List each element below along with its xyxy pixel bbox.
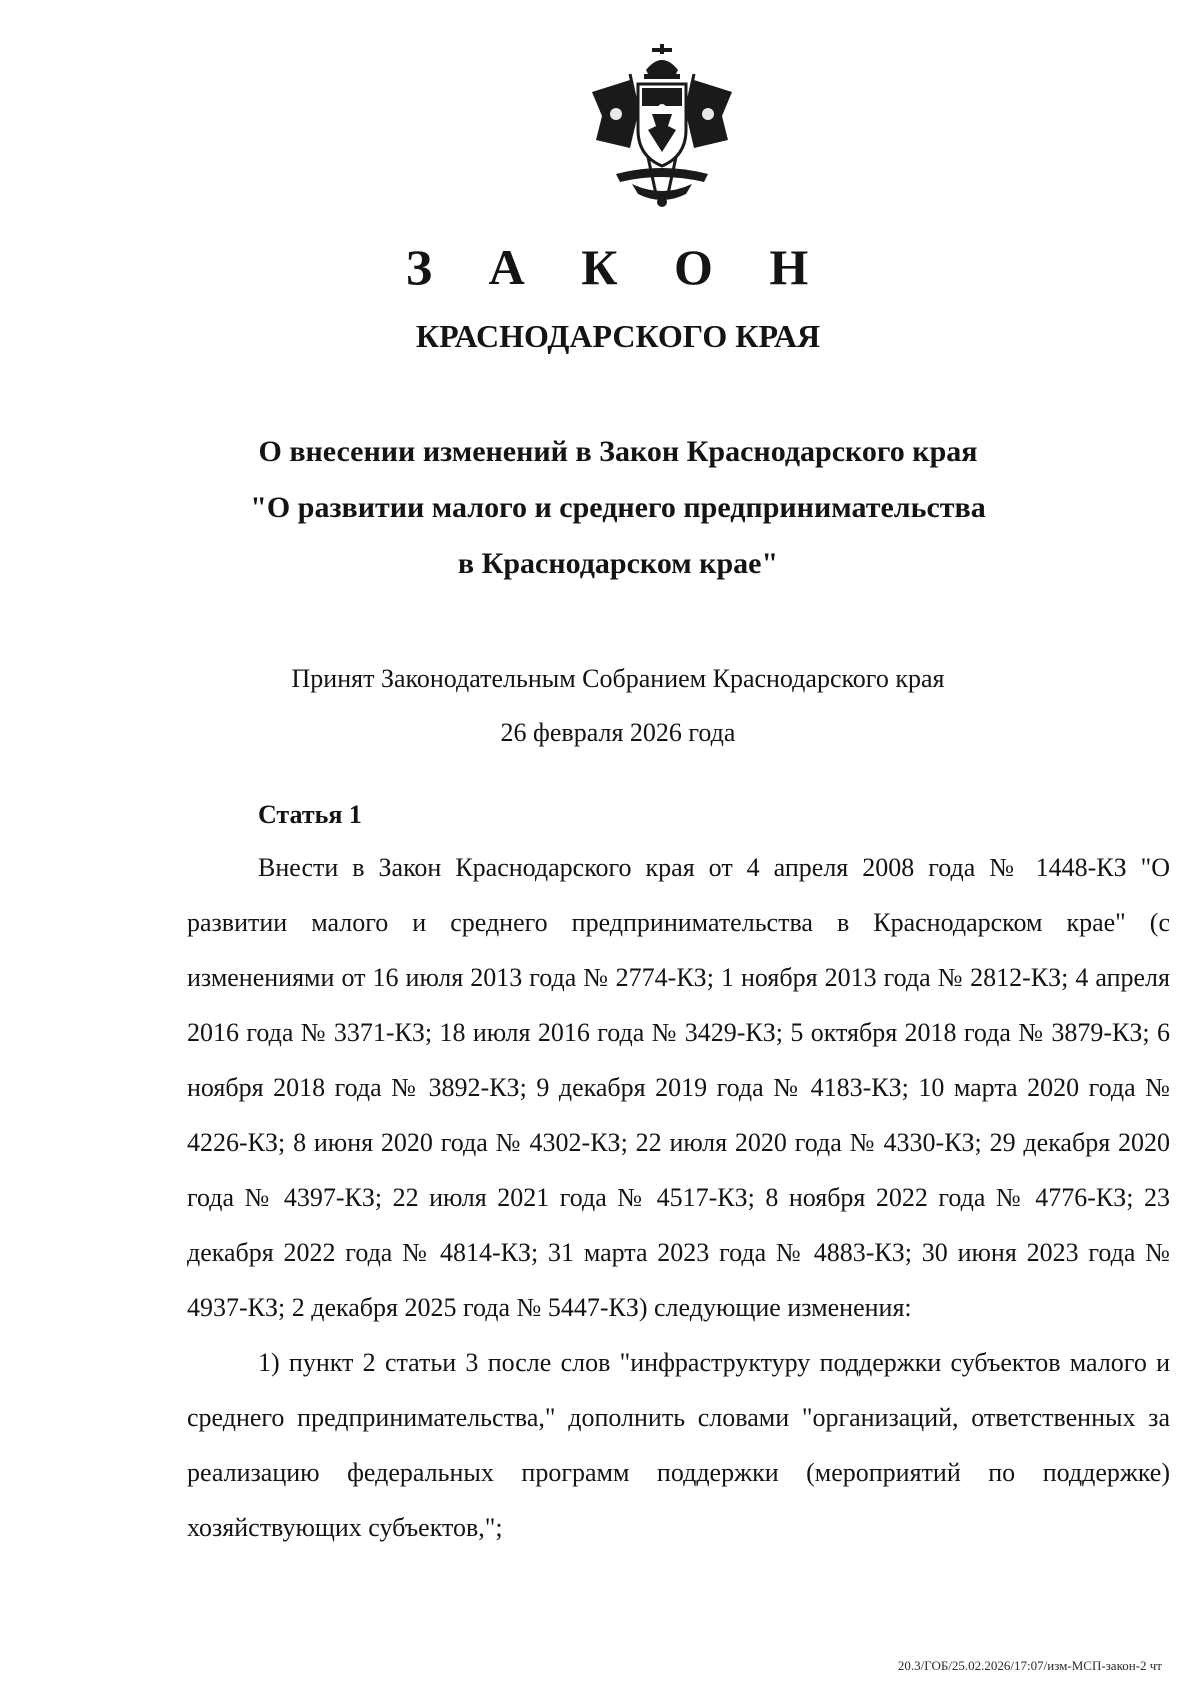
article-paragraph: Внести в Закон Краснодарского края от 4 апреля 2008 года № 1448-КЗ "О развитии малого и среднего предпринимательства в Краснодарском крае" (с изменениями от 16 июля 2013 года № 2774-КЗ; 1 ноября 2013 года № 2812-КЗ; 4 апреля 2016 года № 3371-КЗ; 18 июля 2016 года № 3429-КЗ; 5 октября 2018 года № 3879-КЗ; 6 ноября 2018 года № 3892-КЗ; 9 декабря 2019 года № 4183-КЗ; 10 марта 2020 года № 4226-КЗ; 8 июня 2020 года № 4302-КЗ; 22 июля 2020 года № 4330-КЗ; 29 декабря 2020 года № 4397-КЗ; 22 июля 2021 года № 4517-КЗ; 8 ноября 2022 года № 4776-КЗ; 23 декабря 2022 года № 4814-КЗ; 31 марта 2023 года № 4883-КЗ; 30 июня 2023 года № 4937-КЗ; 2 декабря 2025 года № 5447-КЗ) следующие изменения: — [187, 853, 1170, 1322]
article-body — [187, 840, 1170, 1555]
document-type-heading: З А К О Н — [405, 239, 831, 295]
article-heading: Статья 1 — [258, 800, 362, 829]
region-heading: КРАСНОДАРСКОГО КРАЯ — [415, 318, 821, 354]
adoption-statement — [0, 652, 1200, 760]
law-title — [0, 424, 1200, 592]
law-title-line: О внесении изменений в Закон Краснодарского края — [258, 435, 978, 468]
law-title-line: "О развитии малого и среднего предпринимательства — [250, 491, 986, 524]
krasnodar-coat-of-arms-icon — [586, 44, 738, 210]
adoption-date: 26 февраля 2026 года — [500, 718, 736, 747]
law-title-line: в Краснодарском крае" — [457, 547, 779, 580]
article-paragraph: 1) пункт 2 статьи 3 после слов "инфраструктуру поддержки субъектов малого и среднего предпринимательства," дополнить словами "организаций, ответственных за реализацию федеральных программ поддержки (мероприятий по поддержке) хозяйствующих субъектов,"; — [187, 1348, 1170, 1542]
adoption-body: Принят Законодательным Собранием Краснодарского края — [291, 664, 945, 693]
document-footer-code: 20.3/ГОБ/25.02.2026/17:07/изм-МСП-закон-2 чт — [897, 1658, 1162, 1673]
